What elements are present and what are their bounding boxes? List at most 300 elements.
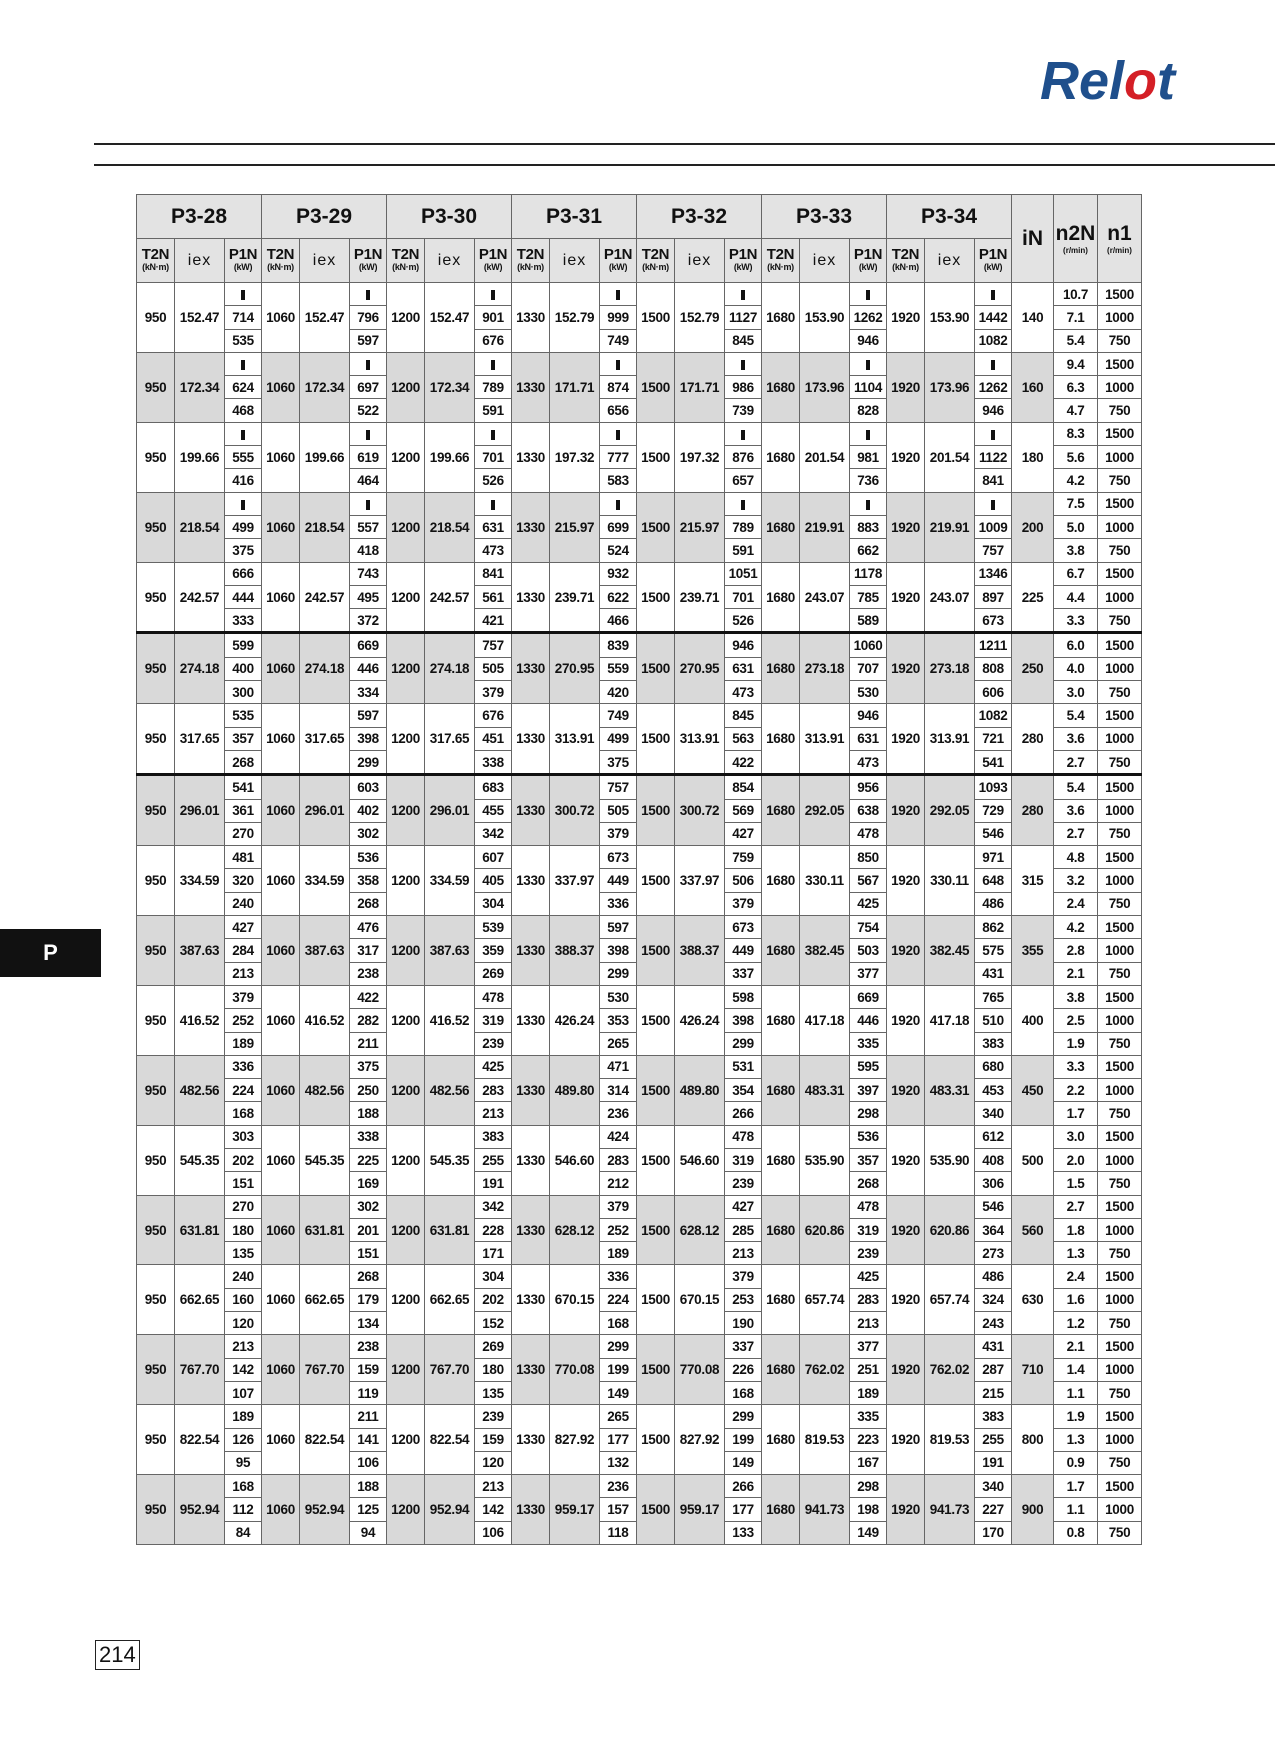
p1n-cell: 828 (850, 399, 887, 422)
p1n-cell: 402 (350, 799, 387, 822)
n1-cell: 750 (1098, 1451, 1142, 1474)
t2n-cell: 950 (137, 846, 175, 916)
iex-cell: 199.66 (300, 422, 350, 492)
p1n-cell: 383 (975, 1405, 1012, 1428)
p1n-cell: 299 (725, 1032, 762, 1055)
t2n-cell: 1680 (762, 1265, 800, 1335)
n2n-cell: 1.7 (1054, 1102, 1098, 1125)
p1n-cell: 421 (475, 609, 512, 633)
table-row (137, 492, 1142, 515)
t2n-cell: 1920 (887, 633, 925, 704)
not-available-mark (350, 422, 387, 445)
iex-cell: 546.60 (550, 1125, 600, 1195)
p1n-cell: 557 (350, 515, 387, 538)
n2n-cell: 2.5 (1054, 1009, 1098, 1032)
iex-cell: 483.31 (800, 1055, 850, 1125)
iex-cell: 199.66 (175, 422, 225, 492)
t2n-cell: 1680 (762, 352, 800, 422)
p1n-cell: 287 (975, 1358, 1012, 1381)
t2n-cell: 1680 (762, 1335, 800, 1405)
t2n-cell: 1920 (887, 1475, 925, 1545)
n1-cell: 1500 (1098, 985, 1142, 1008)
p1n-cell: 364 (975, 1218, 1012, 1241)
iex-cell: 631.81 (300, 1195, 350, 1265)
t2n-cell: 1330 (512, 1195, 550, 1265)
p1n-cell: 473 (725, 681, 762, 704)
p1n-cell: 125 (350, 1498, 387, 1521)
iex-cell: 270.95 (675, 633, 725, 704)
p1n-cell: 353 (600, 1009, 637, 1032)
p1n-cell: 478 (850, 1195, 887, 1218)
p1n-header: P1N (kW) (975, 239, 1012, 283)
p1n-cell: 375 (600, 750, 637, 774)
p1n-cell: 476 (350, 916, 387, 939)
p1n-cell: 266 (725, 1102, 762, 1125)
p1n-cell: 631 (850, 727, 887, 750)
n2n-cell: 1.6 (1054, 1288, 1098, 1311)
p1n-cell: 676 (475, 704, 512, 727)
p1n-cell: 300 (225, 681, 262, 704)
t2n-cell: 1060 (262, 985, 300, 1055)
t2n-cell: 1920 (887, 846, 925, 916)
t2n-cell: 1680 (762, 1125, 800, 1195)
p1n-cell: 283 (850, 1288, 887, 1311)
n1-cell: 1500 (1098, 1125, 1142, 1148)
t2n-header: T2N (kN·m) (262, 239, 300, 283)
p1n-cell: 252 (225, 1009, 262, 1032)
p1n-cell: 333 (225, 609, 262, 633)
n1-cell: 1500 (1098, 1265, 1142, 1288)
iex-cell: 416.52 (300, 985, 350, 1055)
p1n-cell: 673 (600, 846, 637, 869)
n2n-cell: 4.0 (1054, 657, 1098, 680)
not-available-mark (350, 352, 387, 375)
t2n-cell: 1060 (262, 1125, 300, 1195)
header-rule-top (94, 143, 1275, 145)
t2n-cell: 1500 (637, 1055, 675, 1125)
p1n-cell: 141 (350, 1428, 387, 1451)
t2n-cell: 1330 (512, 1125, 550, 1195)
p1n-header: P1N (kW) (475, 239, 512, 283)
p1n-cell: 283 (475, 1079, 512, 1102)
t2n-cell: 950 (137, 1475, 175, 1545)
p1n-cell: 151 (225, 1172, 262, 1195)
p1n-cell: 789 (725, 515, 762, 538)
t2n-cell: 1680 (762, 916, 800, 986)
iex-header: iex (550, 239, 600, 283)
p1n-cell: 336 (600, 1265, 637, 1288)
p1n-cell: 591 (475, 399, 512, 422)
iex-cell: 201.54 (800, 422, 850, 492)
iex-cell: 172.34 (175, 352, 225, 422)
iex-cell: 334.59 (425, 846, 475, 916)
relot-logo: Relot (1040, 51, 1176, 111)
iex-cell: 300.72 (675, 775, 725, 846)
table-row (137, 846, 1142, 869)
p1n-cell: 425 (850, 892, 887, 915)
iex-cell: 545.35 (175, 1125, 225, 1195)
not-available-mark (725, 422, 762, 445)
p1n-cell: 383 (475, 1125, 512, 1148)
t2n-cell: 950 (137, 1405, 175, 1475)
iex-cell: 273.18 (925, 633, 975, 704)
t2n-cell: 1330 (512, 1405, 550, 1475)
t2n-cell: 1330 (512, 1055, 550, 1125)
t2n-cell: 950 (137, 1335, 175, 1405)
p1n-cell: 398 (600, 939, 637, 962)
p1n-cell: 589 (850, 609, 887, 633)
t2n-cell: 1500 (637, 492, 675, 562)
not-available-mark (975, 492, 1012, 515)
t2n-cell: 1500 (637, 1125, 675, 1195)
n2n-cell: 5.0 (1054, 515, 1098, 538)
t2n-cell: 1680 (762, 562, 800, 633)
n1-cell: 1000 (1098, 515, 1142, 538)
t2n-cell: 1680 (762, 1475, 800, 1545)
not-available-mark (475, 352, 512, 375)
p1n-cell: 598 (725, 985, 762, 1008)
p1n-cell: 168 (725, 1381, 762, 1404)
p1n-cell: 342 (475, 822, 512, 845)
p1n-cell: 119 (350, 1381, 387, 1404)
table-row (137, 1125, 1142, 1148)
model-header: P3-30 (387, 195, 512, 239)
iex-cell: 382.45 (925, 916, 975, 986)
not-available-mark (225, 492, 262, 515)
p1n-cell: 699 (600, 515, 637, 538)
p1n-cell: 603 (350, 775, 387, 799)
n2n-cell: 4.4 (1054, 585, 1098, 608)
p1n-cell: 541 (975, 750, 1012, 774)
p1n-cell: 850 (850, 846, 887, 869)
p1n-cell: 379 (475, 681, 512, 704)
p1n-cell: 152 (475, 1312, 512, 1335)
t2n-cell: 950 (137, 916, 175, 986)
p1n-cell: 314 (600, 1079, 637, 1102)
n1-cell: 1500 (1098, 352, 1142, 375)
n1-cell: 1000 (1098, 869, 1142, 892)
p1n-cell: 336 (225, 1055, 262, 1078)
n1-cell: 1500 (1098, 492, 1142, 515)
p1n-cell: 342 (475, 1195, 512, 1218)
iex-cell: 337.97 (675, 846, 725, 916)
iex-cell: 199.66 (425, 422, 475, 492)
in-header: iN (1012, 195, 1054, 283)
p1n-cell: 563 (725, 727, 762, 750)
p1n-cell: 372 (350, 609, 387, 633)
table-row (137, 352, 1142, 375)
iex-cell: 201.54 (925, 422, 975, 492)
p1n-cell: 1009 (975, 515, 1012, 538)
p1n-cell: 464 (350, 469, 387, 492)
p1n-cell: 338 (350, 1125, 387, 1148)
iex-cell: 482.56 (425, 1055, 475, 1125)
p1n-cell: 505 (600, 799, 637, 822)
p1n-cell: 285 (725, 1218, 762, 1241)
p1n-cell: 425 (475, 1055, 512, 1078)
iex-cell: 270.95 (550, 633, 600, 704)
p1n-cell: 536 (850, 1125, 887, 1148)
n2n-cell: 5.4 (1054, 329, 1098, 352)
n2n-cell: 3.6 (1054, 799, 1098, 822)
n1-cell: 1000 (1098, 446, 1142, 469)
not-available-mark (725, 352, 762, 375)
p1n-cell: 981 (850, 446, 887, 469)
p1n-cell: 606 (975, 681, 1012, 704)
p1n-cell: 839 (600, 633, 637, 657)
iex-header: iex (300, 239, 350, 283)
p1n-cell: 95 (225, 1451, 262, 1474)
p1n-cell: 377 (850, 1335, 887, 1358)
p1n-cell: 673 (975, 609, 1012, 633)
t2n-cell: 1920 (887, 1195, 925, 1265)
iex-cell: 317.65 (425, 704, 475, 775)
p1n-cell: 159 (350, 1358, 387, 1381)
t2n-cell: 1680 (762, 775, 800, 846)
iex-cell: 242.57 (175, 562, 225, 633)
p1n-cell: 268 (350, 1265, 387, 1288)
table-row (137, 916, 1142, 939)
iex-cell: 662.65 (175, 1265, 225, 1335)
table-row (137, 1405, 1142, 1428)
n2n-cell: 3.3 (1054, 609, 1098, 633)
t2n-cell: 1060 (262, 633, 300, 704)
not-available-mark (850, 283, 887, 306)
p1n-cell: 541 (225, 775, 262, 799)
iex-cell: 239.71 (550, 562, 600, 633)
t2n-cell: 1060 (262, 704, 300, 775)
p1n-cell: 431 (975, 1335, 1012, 1358)
t2n-header: T2N (kN·m) (387, 239, 425, 283)
p1n-cell: 471 (600, 1055, 637, 1078)
section-tab-p[interactable]: P (0, 929, 101, 977)
t2n-cell: 950 (137, 562, 175, 633)
t2n-cell: 1330 (512, 1475, 550, 1545)
iex-cell: 334.59 (175, 846, 225, 916)
n2n-cell: 1.1 (1054, 1381, 1098, 1404)
n1-cell: 750 (1098, 892, 1142, 915)
p1n-cell: 841 (475, 562, 512, 585)
p1n-cell: 177 (600, 1428, 637, 1451)
n1-cell: 1500 (1098, 775, 1142, 799)
t2n-cell: 1500 (637, 422, 675, 492)
iex-cell: 387.63 (175, 916, 225, 986)
p1n-cell: 526 (475, 469, 512, 492)
n2n-cell: 5.4 (1054, 704, 1098, 727)
p1n-cell: 789 (475, 376, 512, 399)
in-cell: 900 (1012, 1475, 1054, 1545)
iex-cell: 535.90 (800, 1125, 850, 1195)
n2n-cell: 1.5 (1054, 1172, 1098, 1195)
p1n-cell: 416 (225, 469, 262, 492)
t2n-cell: 1500 (637, 633, 675, 704)
n2n-header: n2N (r/min) (1054, 195, 1098, 283)
iex-cell: 620.86 (925, 1195, 975, 1265)
t2n-cell: 1680 (762, 1055, 800, 1125)
iex-cell: 489.80 (550, 1055, 600, 1125)
iex-cell: 770.08 (675, 1335, 725, 1405)
p1n-cell: 473 (850, 750, 887, 774)
p1n-cell: 569 (725, 799, 762, 822)
p1n-cell: 201 (350, 1218, 387, 1241)
n2n-cell: 1.9 (1054, 1405, 1098, 1428)
p1n-cell: 268 (225, 750, 262, 774)
p1n-cell: 270 (225, 1195, 262, 1218)
p1n-cell: 238 (350, 1335, 387, 1358)
iex-cell: 218.54 (425, 492, 475, 562)
n1-cell: 750 (1098, 1381, 1142, 1404)
n1-cell: 1500 (1098, 1055, 1142, 1078)
p1n-cell: 180 (475, 1358, 512, 1381)
p1n-cell: 191 (475, 1172, 512, 1195)
iex-cell: 822.54 (175, 1405, 225, 1475)
p1n-cell: 379 (600, 822, 637, 845)
iex-cell: 767.70 (425, 1335, 475, 1405)
iex-cell: 273.18 (800, 633, 850, 704)
n1-cell: 1000 (1098, 1428, 1142, 1451)
n2n-cell: 5.6 (1054, 446, 1098, 469)
iex-cell: 292.05 (925, 775, 975, 846)
t2n-cell: 1680 (762, 283, 800, 353)
t2n-header: T2N (kN·m) (762, 239, 800, 283)
n1-cell: 1500 (1098, 562, 1142, 585)
p1n-cell: 268 (850, 1172, 887, 1195)
n1-cell: 1000 (1098, 799, 1142, 822)
iex-cell: 631.81 (175, 1195, 225, 1265)
t2n-cell: 1920 (887, 1055, 925, 1125)
n2n-cell: 2.2 (1054, 1079, 1098, 1102)
iex-cell: 317.65 (175, 704, 225, 775)
gearbox-spec-table (136, 194, 1142, 1545)
t2n-cell: 1500 (637, 352, 675, 422)
t2n-cell: 1500 (637, 1335, 675, 1405)
p1n-cell: 84 (225, 1521, 262, 1544)
n2n-cell: 3.3 (1054, 1055, 1098, 1078)
p1n-cell: 238 (350, 962, 387, 985)
model-header: P3-28 (137, 195, 262, 239)
iex-cell: 152.79 (675, 283, 725, 353)
n2n-cell: 1.3 (1054, 1242, 1098, 1265)
p1n-cell: 126 (225, 1428, 262, 1451)
iex-cell: 822.54 (425, 1405, 475, 1475)
iex-cell: 153.90 (925, 283, 975, 353)
iex-cell: 827.92 (550, 1405, 600, 1475)
p1n-cell: 418 (350, 539, 387, 562)
iex-cell: 313.91 (675, 704, 725, 775)
p1n-cell: 535 (225, 329, 262, 352)
t2n-cell: 1500 (637, 1405, 675, 1475)
n2n-cell: 4.2 (1054, 916, 1098, 939)
not-available-mark (850, 352, 887, 375)
iex-cell: 292.05 (800, 775, 850, 846)
p1n-cell: 946 (850, 329, 887, 352)
t2n-cell: 950 (137, 1125, 175, 1195)
p1n-cell: 239 (475, 1405, 512, 1428)
p1n-cell: 444 (225, 585, 262, 608)
t2n-cell: 1680 (762, 985, 800, 1055)
p1n-cell: 729 (975, 799, 1012, 822)
p1n-cell: 1104 (850, 376, 887, 399)
iex-cell: 762.02 (800, 1335, 850, 1405)
iex-cell: 959.17 (675, 1475, 725, 1545)
n1-cell: 1000 (1098, 1009, 1142, 1032)
t2n-cell: 1500 (637, 985, 675, 1055)
iex-cell: 657.74 (925, 1265, 975, 1335)
t2n-cell: 1500 (637, 775, 675, 846)
p1n-cell: 149 (600, 1381, 637, 1404)
n1-cell: 1000 (1098, 939, 1142, 962)
t2n-cell: 1920 (887, 916, 925, 986)
p1n-cell: 335 (850, 1405, 887, 1428)
t2n-cell: 950 (137, 1265, 175, 1335)
page-number: 214 (95, 1640, 140, 1670)
n2n-cell: 0.9 (1054, 1451, 1098, 1474)
p1n-cell: 539 (475, 916, 512, 939)
p1n-cell: 946 (850, 704, 887, 727)
p1n-cell: 1060 (850, 633, 887, 657)
not-available-mark (475, 422, 512, 445)
t2n-cell: 1330 (512, 846, 550, 916)
p1n-cell: 177 (725, 1498, 762, 1521)
t2n-cell: 950 (137, 492, 175, 562)
p1n-cell: 673 (725, 916, 762, 939)
t2n-cell: 1060 (262, 1335, 300, 1405)
p1n-cell: 239 (850, 1242, 887, 1265)
n2n-cell: 1.4 (1054, 1358, 1098, 1381)
p1n-cell: 306 (975, 1172, 1012, 1195)
p1n-cell: 1211 (975, 633, 1012, 657)
p1n-cell: 375 (350, 1055, 387, 1078)
n2n-cell: 3.2 (1054, 869, 1098, 892)
iex-cell: 313.91 (550, 704, 600, 775)
p1n-cell: 749 (600, 329, 637, 352)
p1n-cell: 1082 (975, 329, 1012, 352)
n1-cell: 1500 (1098, 633, 1142, 657)
in-cell: 280 (1012, 704, 1054, 775)
t2n-cell: 1920 (887, 704, 925, 775)
n2n-cell: 3.8 (1054, 539, 1098, 562)
p1n-cell: 213 (225, 962, 262, 985)
p1n-cell: 228 (475, 1218, 512, 1241)
p1n-cell: 595 (850, 1055, 887, 1078)
p1n-cell: 714 (225, 306, 262, 329)
n2n-cell: 3.0 (1054, 681, 1098, 704)
p1n-cell: 224 (225, 1079, 262, 1102)
t2n-cell: 1060 (262, 352, 300, 422)
p1n-cell: 283 (600, 1148, 637, 1171)
p1n-cell: 213 (475, 1102, 512, 1125)
p1n-cell: 486 (975, 892, 1012, 915)
p1n-cell: 749 (600, 704, 637, 727)
n1-cell: 750 (1098, 1172, 1142, 1195)
p1n-cell: 132 (600, 1451, 637, 1474)
p1n-cell: 971 (975, 846, 1012, 869)
n1-cell: 1500 (1098, 422, 1142, 445)
iex-cell: 274.18 (300, 633, 350, 704)
p1n-cell: 619 (350, 446, 387, 469)
p1n-cell: 624 (225, 376, 262, 399)
t2n-cell: 1060 (262, 1265, 300, 1335)
not-available-mark (600, 352, 637, 375)
p1n-cell: 451 (475, 727, 512, 750)
p1n-cell: 599 (225, 633, 262, 657)
n1-cell: 750 (1098, 399, 1142, 422)
p1n-cell: 337 (725, 962, 762, 985)
t2n-cell: 1500 (637, 283, 675, 353)
p1n-cell: 212 (600, 1172, 637, 1195)
p1n-cell: 340 (975, 1475, 1012, 1498)
in-cell: 800 (1012, 1405, 1054, 1475)
